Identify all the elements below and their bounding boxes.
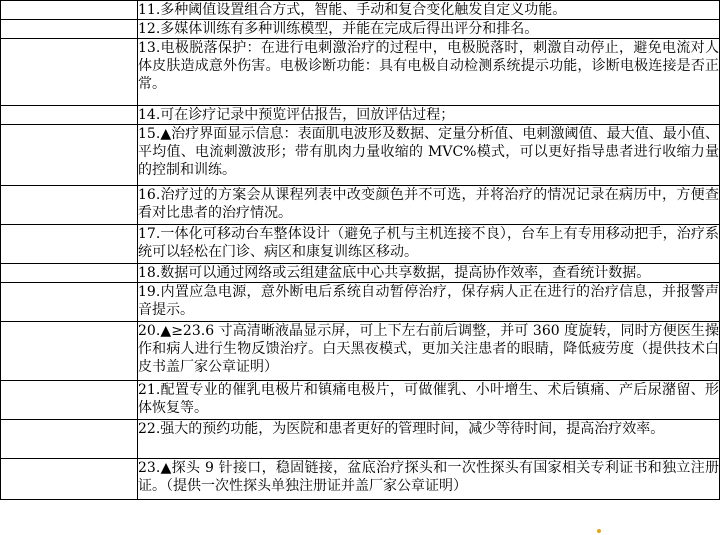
empty-left-cell: [1, 459, 138, 500]
empty-left-cell: [1, 381, 138, 420]
item-12-text: 12.多媒体训练有多种训练模型，并能在完成后得出评分和排名。: [138, 20, 720, 39]
item-17-text: 17.一体化可移动台车整体设计（避免子机与主机连接不良），台车上有专用移动把手，治疗系统可以轻松在门诊、病区和康复训练区移动。: [138, 225, 720, 264]
item-23-text: 23.▲探头 9 针接口，稳固链接，盆底治疗探头和一次性探头有国家相关专利证书和独立注册证。（提供一次性探头单独注册证并盖厂家公章证明）: [138, 459, 720, 500]
table-row: [1, 106, 720, 125]
item-16-text: 16.治疗过的方案会从课程列表中改变颜色并不可选，并将治疗的情况记录在病历中，方便查看对比患者的治疗情况。: [138, 186, 720, 225]
decorative-dot: [597, 529, 601, 533]
table-row: [1, 125, 720, 186]
table-row: [1, 20, 720, 39]
table-row: [1, 459, 720, 500]
item-20-text: 20.▲≥23.6 寸高清晰液晶显示屏，可上下左右前后调整，并可 360 度旋转，同时方便医生操作和病人进行生物反馈治疗。白天黑夜模式，更加关注患者的眼睛，降低疲劳度（提供技术白皮书盖厂家公章证明）: [138, 322, 720, 381]
table-row: [1, 186, 720, 225]
item-15-text: 15.▲治疗界面显示信息：表面肌电波形及数据、定量分析值、电刺激阈值、最大值、最小值、平均值、电流刺激波形；带有肌肉力量收缩的 MVC%模式，可以更好指导患者进行收缩力量的控制和训练。: [138, 125, 720, 186]
item-11-text: 11.多种阈值设置组合方式，智能、手动和复合变化触发自定义功能。: [138, 1, 720, 20]
empty-left-cell: [1, 186, 138, 225]
table-row: [1, 225, 720, 264]
empty-left-cell: [1, 1, 138, 20]
empty-left-cell: [1, 39, 138, 106]
item-14-text: 14.可在诊疗记录中预览评估报告，回放评估过程；: [138, 106, 720, 125]
table-row: [1, 264, 720, 283]
item-22-text: 22.强大的预约功能，为医院和患者更好的管理时间，减少等待时间，提高治疗效率。: [138, 420, 720, 459]
table-row: [1, 381, 720, 420]
item-19-text: 19.内置应急电源，意外断电后系统自动暂停治疗，保存病人正在进行的治疗信息，并报警声音提示。: [138, 283, 720, 322]
empty-left-cell: [1, 20, 138, 39]
empty-left-cell: [1, 420, 138, 459]
table-row: [1, 322, 720, 381]
item-18-text: 18.数据可以通过网络或云组建盆底中心共享数据，提高协作效率，查看统计数据。: [138, 264, 720, 283]
table-row: [1, 39, 720, 106]
empty-left-cell: [1, 264, 138, 283]
empty-left-cell: [1, 322, 138, 381]
table-row: [1, 283, 720, 322]
empty-left-cell: [1, 125, 138, 186]
empty-left-cell: [1, 106, 138, 125]
item-13-text: 13.电极脱落保护：在进行电刺激治疗的过程中，电极脱落时，刺激自动停止，避免电流对人体皮肤造成意外伤害。电极诊断功能：具有电极自动检测系统提示功能，诊断电极连接是否正常。: [138, 39, 720, 106]
item-21-text: 21.配置专业的催乳电极片和镇痛电极片，可做催乳、小叶增生、术后镇痛、产后尿潴留、形体恢复等。: [138, 381, 720, 420]
empty-left-cell: [1, 283, 138, 322]
table-row: [1, 420, 720, 459]
table-row: [1, 1, 720, 20]
empty-left-cell: [1, 225, 138, 264]
